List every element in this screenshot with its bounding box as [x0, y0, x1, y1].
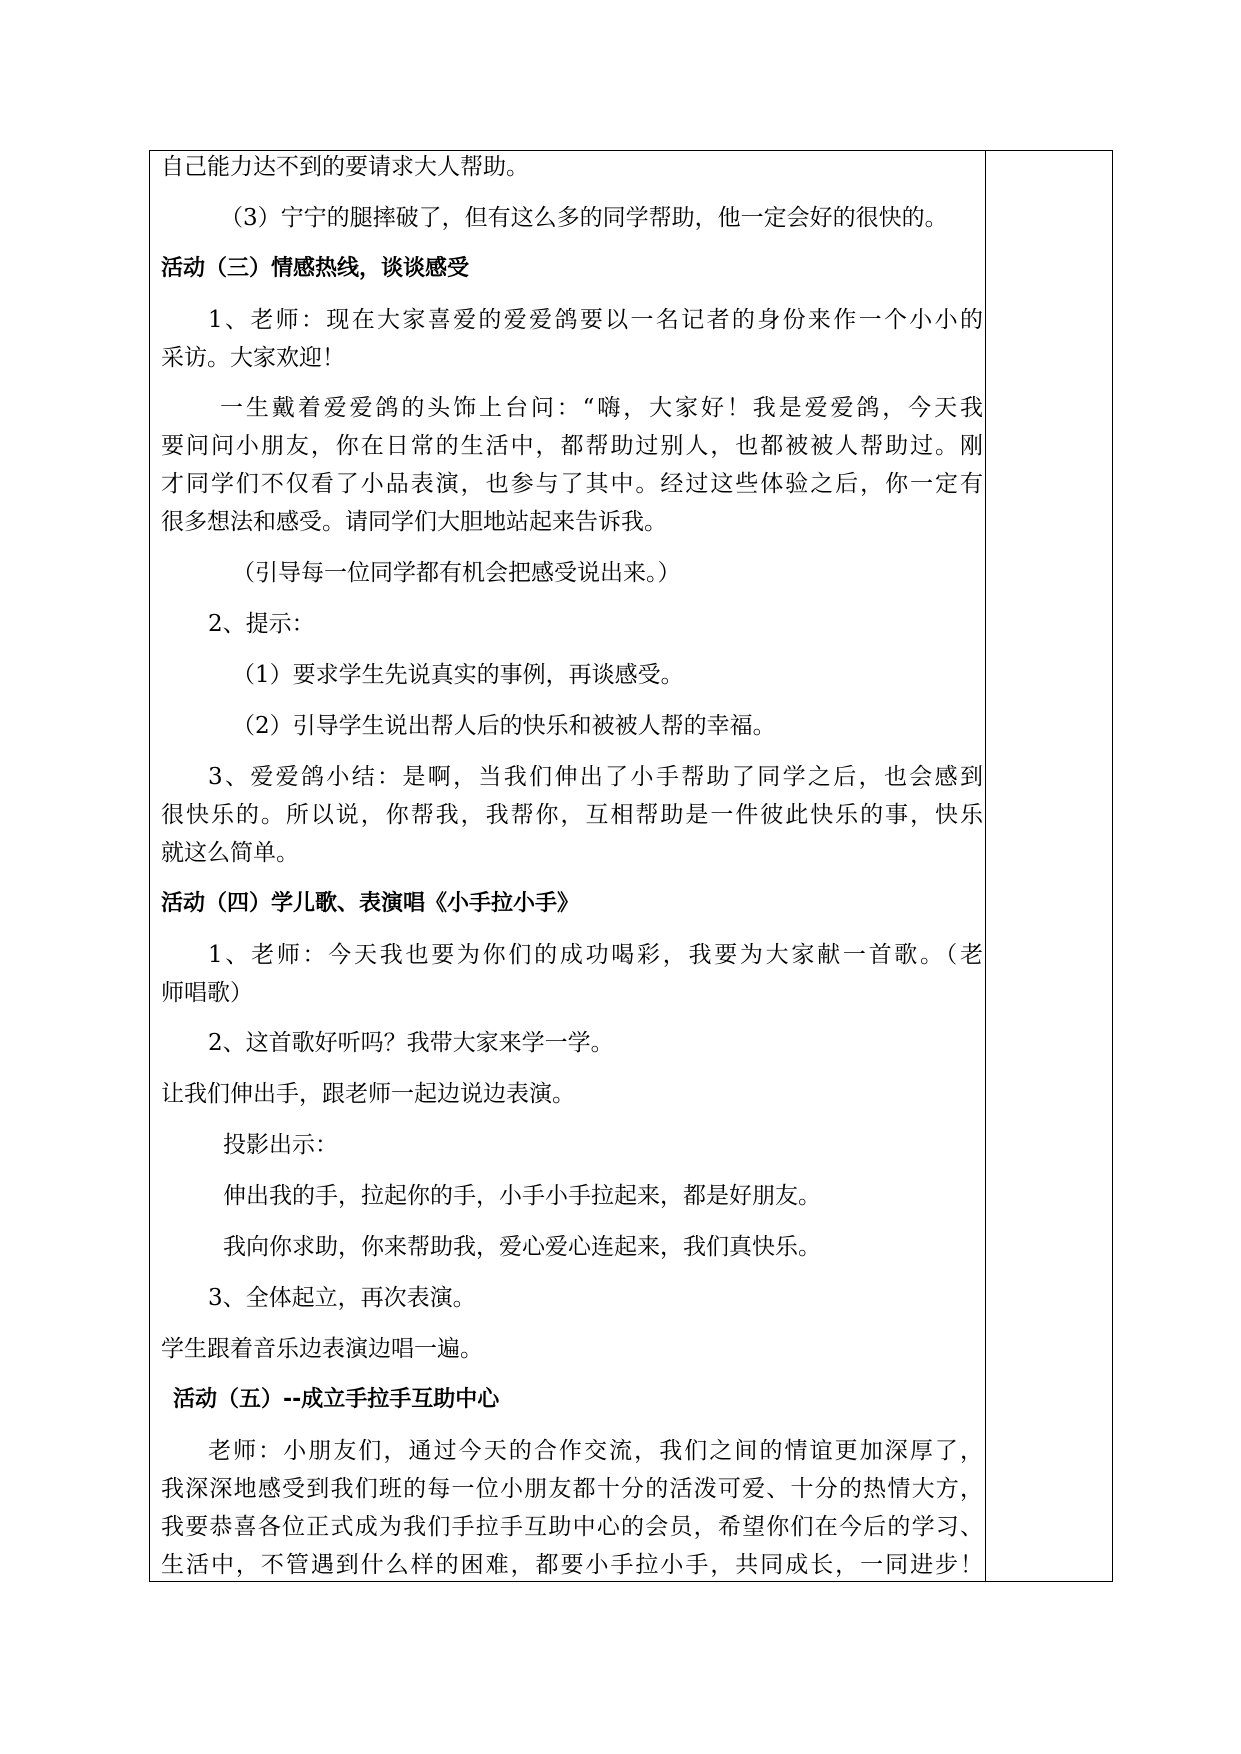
paragraph-line: 投影出示： — [223, 1132, 338, 1158]
paragraph-line: 我向你求助，你来帮助我，爱心爱心连起来，我们真快乐。 — [223, 1234, 821, 1260]
paragraph-line: 学生跟着音乐边表演边唱一遍。 — [161, 1336, 483, 1362]
paragraph-line: 很多想法和感受。请同学们大胆地站起来告诉我。 — [161, 509, 667, 535]
paragraph-line: （3）宁宁的腿摔破了，但有这么多的同学帮助，他一定会好的很快的。 — [220, 205, 948, 231]
paragraph-line: 让我们伸出手，跟老师一起边说边表演。 — [161, 1081, 575, 1107]
section-heading: 活动（五）--成立手拉手互助中心 — [173, 1387, 500, 1412]
paragraph-line: （1）要求学生先说真实的事例，再谈感受。 — [232, 662, 684, 688]
empty-right-cell — [987, 151, 1111, 1580]
paragraph-line: 自己能力达不到的要请求大人帮助。 — [161, 154, 529, 180]
paragraph-line: 2、提示： — [208, 611, 315, 637]
paragraph-line: 我深深地感受到我们班的每一位小朋友都十分的活泼可爱、十分的热情大方， — [161, 1476, 983, 1502]
paragraph-line: （引导每一位同学都有机会把感受说出来。） — [232, 560, 681, 586]
paragraph-line: 师唱歌） — [161, 980, 253, 1006]
paragraph-line: 1、老师：今天我也要为你们的成功喝彩，我要为大家献一首歌。（老 — [208, 942, 983, 968]
paragraph-line: （2）引导学生说出帮人后的快乐和被被人帮的幸福。 — [232, 713, 776, 739]
section-heading: 活动（四）学儿歌、表演唱《小手拉小手》 — [161, 891, 580, 916]
paragraph-line: 伸出我的手，拉起你的手，小手小手拉起来，都是好朋友。 — [223, 1183, 821, 1209]
paragraph-line: 才同学们不仅看了小品表演，也参与了其中。经过这些体验之后，你一定有 — [161, 471, 983, 497]
paragraph-line: 2、这首歌好听吗？我带大家来学一学。 — [208, 1030, 614, 1056]
paragraph-line: 采访。大家欢迎！ — [161, 345, 345, 371]
paragraph-line: 3、全体起立，再次表演。 — [208, 1285, 476, 1311]
paragraph-line: 1、老师：现在大家喜爱的爱爱鸽要以一名记者的身份来作一个小小的 — [208, 307, 983, 333]
paragraph-line: 很快乐的。所以说，你帮我，我帮你，互相帮助是一件彼此快乐的事，快乐 — [161, 802, 983, 828]
column-divider — [985, 150, 986, 1582]
paragraph-line: 一生戴着爱爱鸽的头饰上台问：“嗨，大家好！我是爱爱鸽，今天我 — [220, 395, 983, 421]
paragraph-line: 要问问小朋友，你在日常的生活中，都帮助过别人，也都被被人帮助过。刚 — [161, 433, 983, 459]
paragraph-line: 老师：小朋友们，通过今天的合作交流，我们之间的情谊更加深厚了， — [208, 1438, 983, 1464]
paragraph-line: 就这么简单。 — [161, 840, 299, 866]
paragraph-line: 生活中，不管遇到什么样的困难，都要小手拉小手，共同成长，一同进步！ — [161, 1552, 983, 1578]
paragraph-line: 我要恭喜各位正式成为我们手拉手互助中心的会员，希望你们在今后的学习、 — [161, 1514, 983, 1540]
section-heading: 活动（三）情感热线，谈谈感受 — [161, 256, 470, 281]
paragraph-line: 3、爱爱鸽小结：是啊，当我们伸出了小手帮助了同学之后，也会感到 — [208, 764, 983, 790]
